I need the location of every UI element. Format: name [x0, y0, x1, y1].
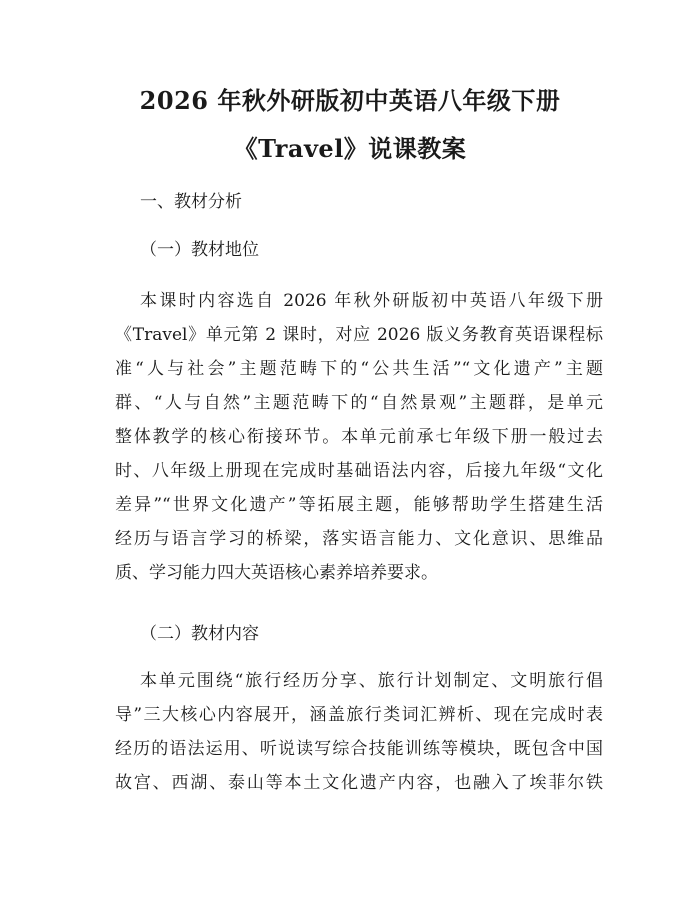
paragraph-line: 本课时内容选自 2026 年秋外研版初中英语八年级下册	[140, 291, 603, 311]
paragraph-line: 群、“人与自然”主题范畴下的“自然景观”主题群，是单元	[115, 393, 603, 413]
paragraph-line: 时、八年级上册现在完成时基础语法内容，后接九年级“文化	[115, 461, 603, 481]
paragraph-line: 经历的语法运用、听说读写综合技能训练等模块，既包含中国	[115, 739, 603, 759]
paragraph-line: 《Travel》单元第 2 课时，对应 2026 版义务教育英语课程标	[115, 325, 603, 345]
paragraph-material-status	[115, 284, 603, 590]
document-title-line-2: 《Travel》说课教案	[233, 134, 467, 163]
paragraph-line: 本单元围绕“旅行经历分享、旅行计划制定、文明旅行倡	[140, 671, 603, 691]
section-heading-materials-analysis: 一、教材分析	[140, 192, 242, 212]
document-title-line-1: 2026 年秋外研版初中英语八年级下册	[139, 86, 561, 115]
paragraph-line: 差异”“世界文化遗产”等拓展主题，能够帮助学生搭建生活	[115, 495, 603, 515]
paragraph-line: 经历与语言学习的桥梁，落实语言能力、文化意识、思维品	[115, 529, 603, 549]
subsection-heading-material-content: （二）教材内容	[140, 624, 259, 644]
paragraph-line: 整体教学的核心衔接环节。本单元前承七年级下册一般过去	[115, 427, 603, 447]
paragraph-line: 故宫、西湖、泰山等本土文化遗产内容，也融入了埃菲尔铁	[115, 773, 603, 793]
paragraph-material-content	[115, 664, 603, 800]
paragraph-line: 导”三大核心内容展开，涵盖旅行类词汇辨析、现在完成时表	[115, 705, 603, 725]
paragraph-line: 质、学习能力四大英语核心素养培养要求。	[115, 563, 438, 583]
paragraph-line: 准“人与社会”主题范畴下的“公共生活”“文化遗产”主题	[115, 359, 603, 379]
subsection-heading-material-status: （一）教材地位	[140, 240, 259, 260]
